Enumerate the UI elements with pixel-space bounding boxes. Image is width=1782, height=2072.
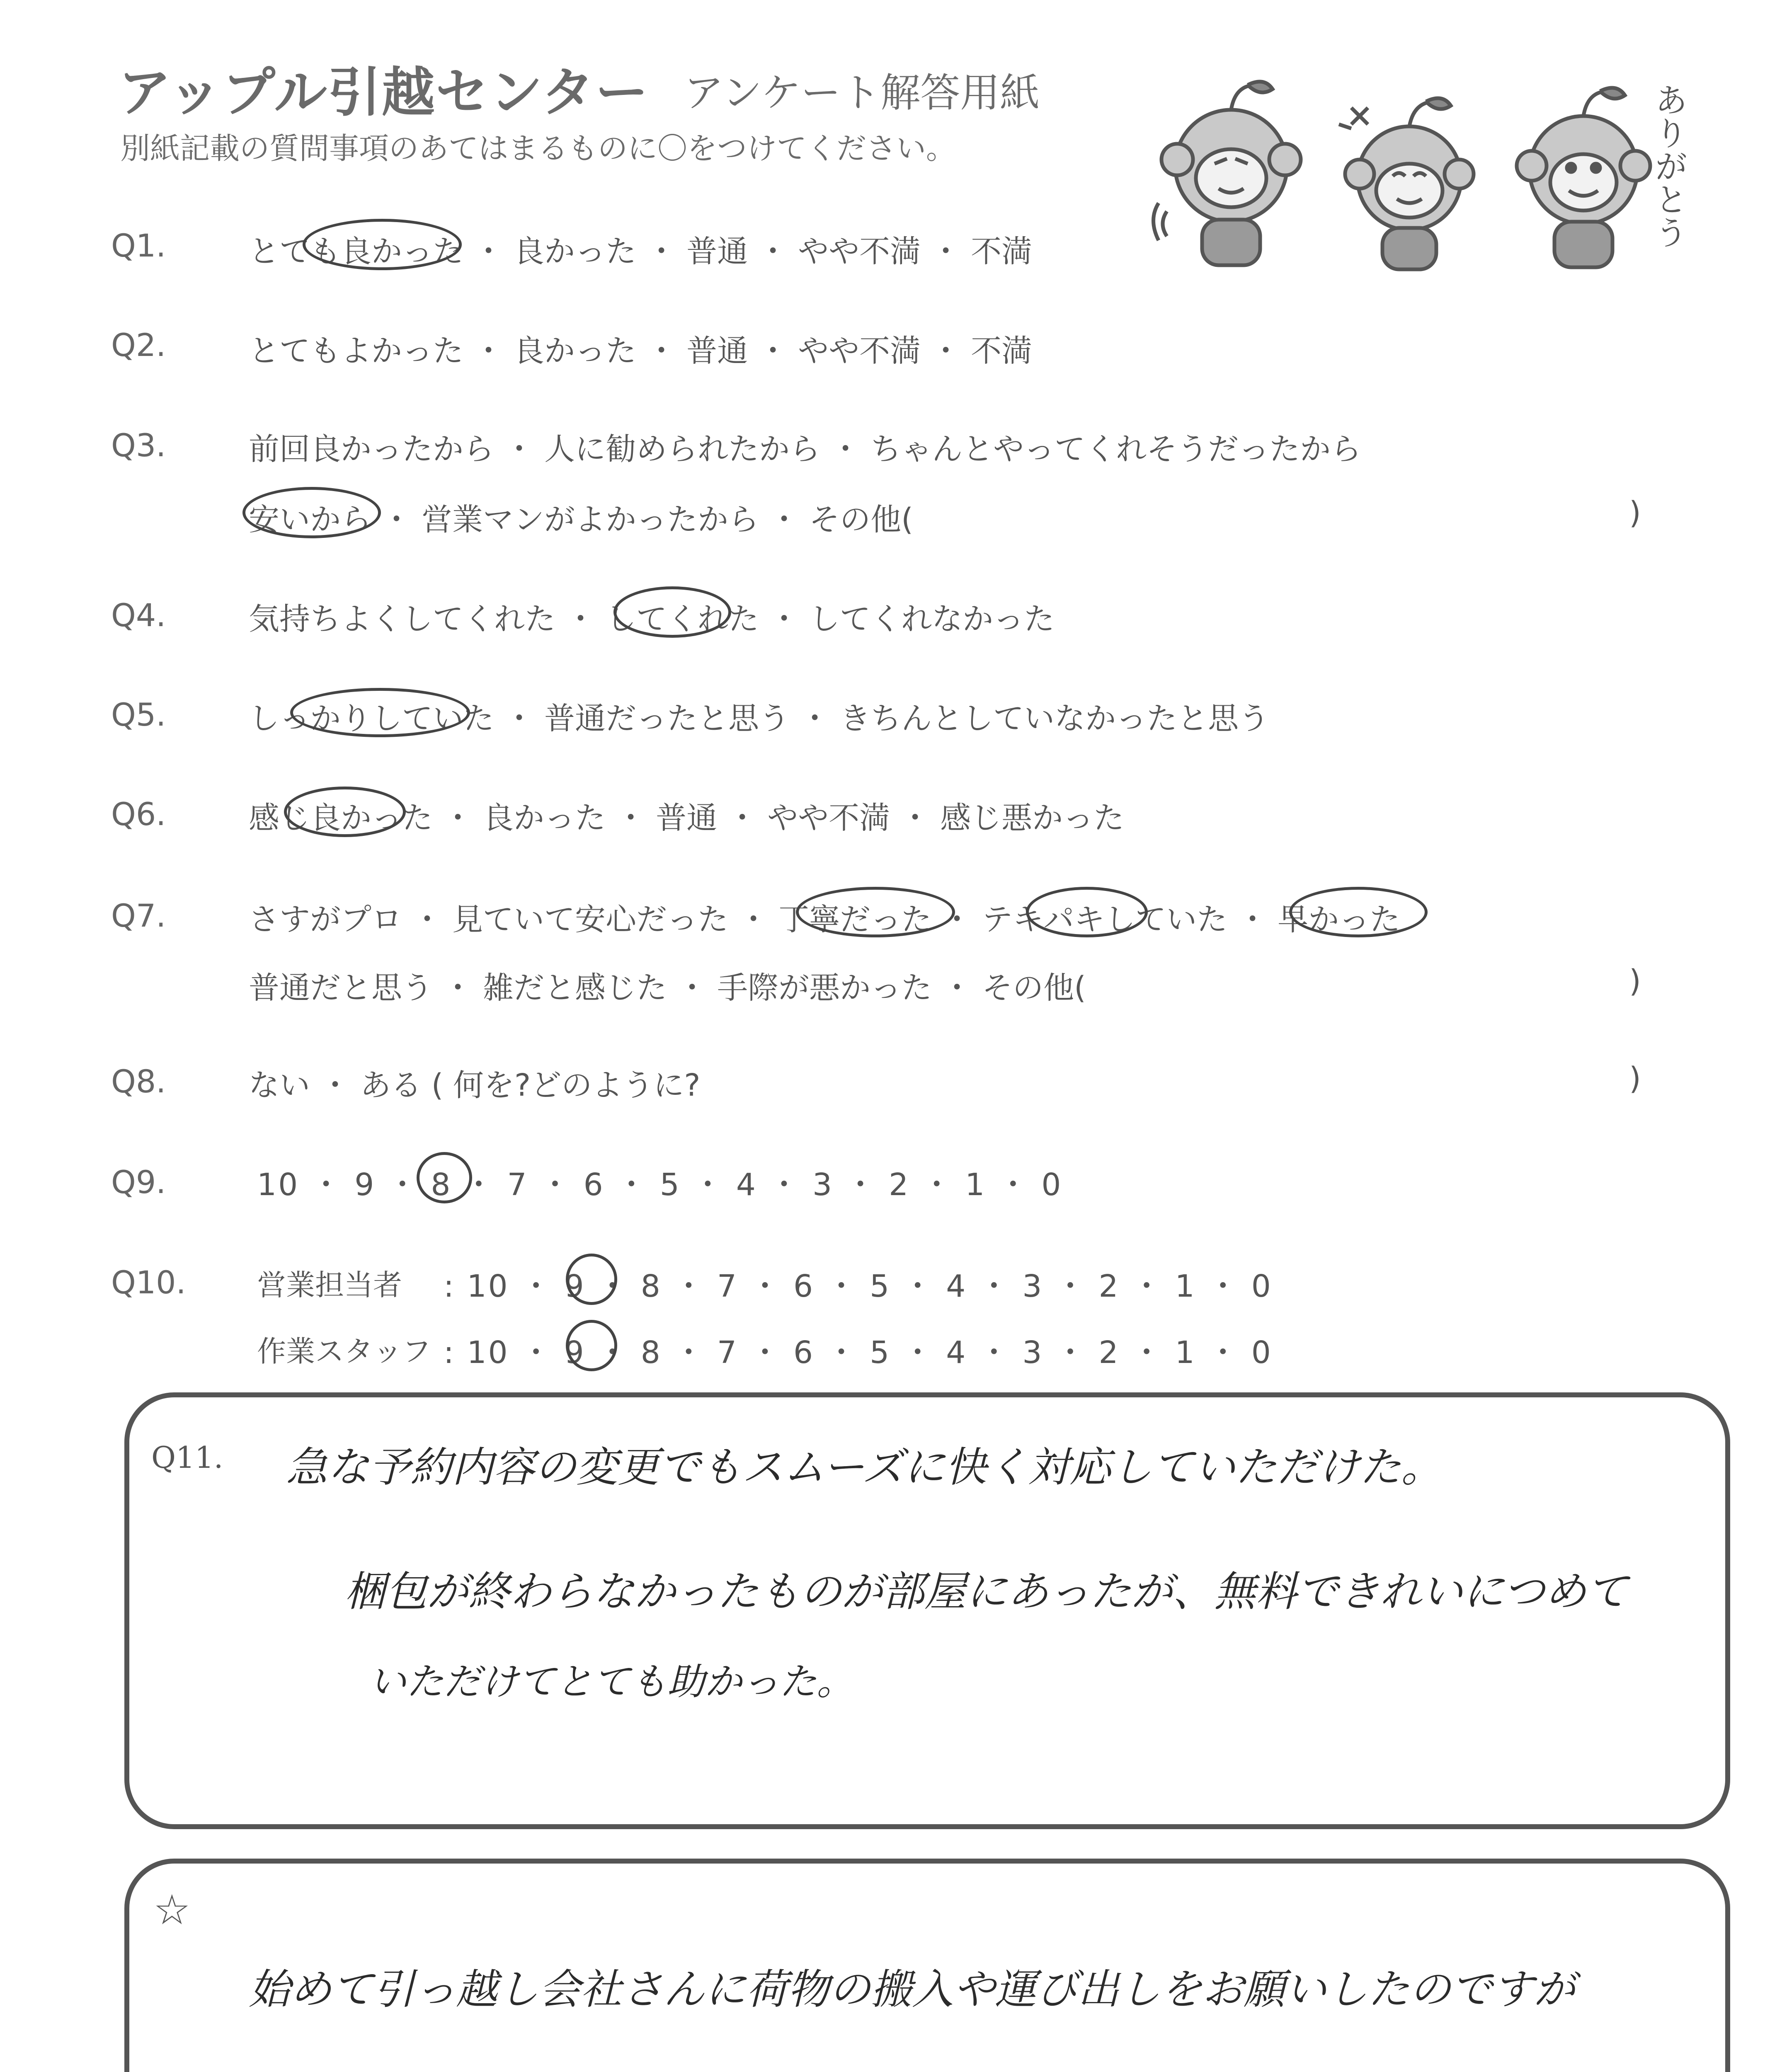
- q7-options-line2: 普通だと思う ・ 雑だと感じた ・ 手際が悪かった ・ その他(: [249, 970, 1086, 1006]
- q6-label: Q6.: [111, 796, 166, 833]
- q3-label: Q3.: [111, 427, 166, 464]
- q1-options: とても良かった ・ 良かった ・ 普通 ・ やや不満 ・ 不満: [249, 234, 1033, 269]
- q10-staff-scale: : 10 ・ 9 ・ 8 ・ 7 ・ 6 ・ 5 ・ 4 ・ 3 ・ 2 ・ 1 ・ 0: [444, 1335, 1273, 1370]
- star-icon: ☆: [153, 1886, 191, 1934]
- q11-handwritten-line-1: 急な予約内容の変更でもスムーズに快く対応していただけた。: [286, 1443, 1443, 1491]
- form-subtitle: アンケート解答用紙: [684, 70, 1040, 116]
- q10-sales-scale: : 10 ・ 9 ・ 8 ・ 7 ・ 6 ・ 5 ・ 4 ・ 3 ・ 2 ・ 1 ・ 0: [444, 1268, 1273, 1304]
- q3-answer-circle: [242, 487, 381, 538]
- q7-answer-circle-3: [1289, 887, 1428, 937]
- q10-staff-answer-circle: [566, 1320, 617, 1371]
- q10-sales-answer-circle: [566, 1254, 617, 1305]
- q8-options: ない ・ ある ( 何を?どのように?: [249, 1067, 701, 1103]
- q4-label: Q4.: [111, 597, 166, 634]
- q2-label: Q2.: [111, 327, 166, 363]
- q7-label: Q7.: [111, 897, 166, 934]
- q7-answer-circle-2: [1026, 887, 1148, 937]
- q8-label: Q8.: [111, 1063, 166, 1100]
- q8-close-paren: ): [1629, 1061, 1641, 1097]
- q5-options: しっかりしていた ・ 普通だったと思う ・ きちんとしていなかったと思う: [249, 701, 1270, 736]
- q10-sales-name: 営業担当者: [257, 1268, 402, 1302]
- q2-options: とてもよかった ・ 良かった ・ 普通 ・ やや不満 ・ 不満: [249, 333, 1033, 369]
- thanks-vertical-text: ありがとう: [1649, 83, 1688, 249]
- q7-answer-circle-1: [796, 887, 955, 937]
- q11-label: Q11.: [151, 1440, 223, 1475]
- instruction-text: 別紙記載の質問事項のあてはまるものに〇をつけてください。: [120, 131, 956, 166]
- company-title: アップル引越センター: [118, 62, 649, 123]
- q11-handwritten-line-2: 梱包が終わらなかったものが部屋にあったが、無料できれいにつめて: [344, 1567, 1628, 1616]
- q3-options: 前回良かったから ・ 人に勧められたから ・ ちゃんとやってくれそうだったから: [249, 431, 1362, 467]
- monkey-mascots-illustration: [1144, 58, 1700, 274]
- q5-answer-circle: [290, 688, 470, 737]
- q11-handwritten-line-3: いただけてとても助かった。: [369, 1660, 854, 1704]
- q5-label: Q5.: [111, 696, 166, 733]
- q10-label: Q10.: [111, 1264, 186, 1301]
- q9-label: Q9.: [111, 1164, 166, 1201]
- q4-options: 気持ちよくしてくれた ・ してくれた ・ してくれなかった: [249, 601, 1055, 637]
- comment-handwritten-line-1: 始めて引っ越し会社さんに荷物の搬入や運び出しをお願いしたのですが: [249, 1965, 1575, 2014]
- q9-answer-circle: [417, 1152, 472, 1203]
- q3-options-line2: 安いから ・ 営業マンがよかったから ・ その他(: [249, 502, 913, 537]
- q7-options: さすがプロ ・ 見ていて安心だった ・ 丁寧だった ・ テキパキしていた ・ 早かった: [249, 902, 1401, 937]
- q4-answer-circle: [613, 586, 731, 638]
- q7-close-paren: ): [1629, 963, 1641, 999]
- q6-answer-circle: [284, 787, 406, 837]
- q9-scale: 10 ・ 9 ・ 8 ・ 7 ・ 6 ・ 5 ・ 4 ・ 3 ・ 2 ・ 1 ・ 0: [257, 1167, 1063, 1203]
- q3-close-paren: ): [1629, 495, 1641, 531]
- q1-label: Q1.: [111, 227, 166, 264]
- q1-answer-circle: [303, 219, 462, 270]
- q6-options: 感じ良かった ・ 良かった ・ 普通 ・ やや不満 ・ 感じ悪かった: [249, 800, 1125, 836]
- q10-staff-name: 作業スタッフ: [257, 1334, 431, 1368]
